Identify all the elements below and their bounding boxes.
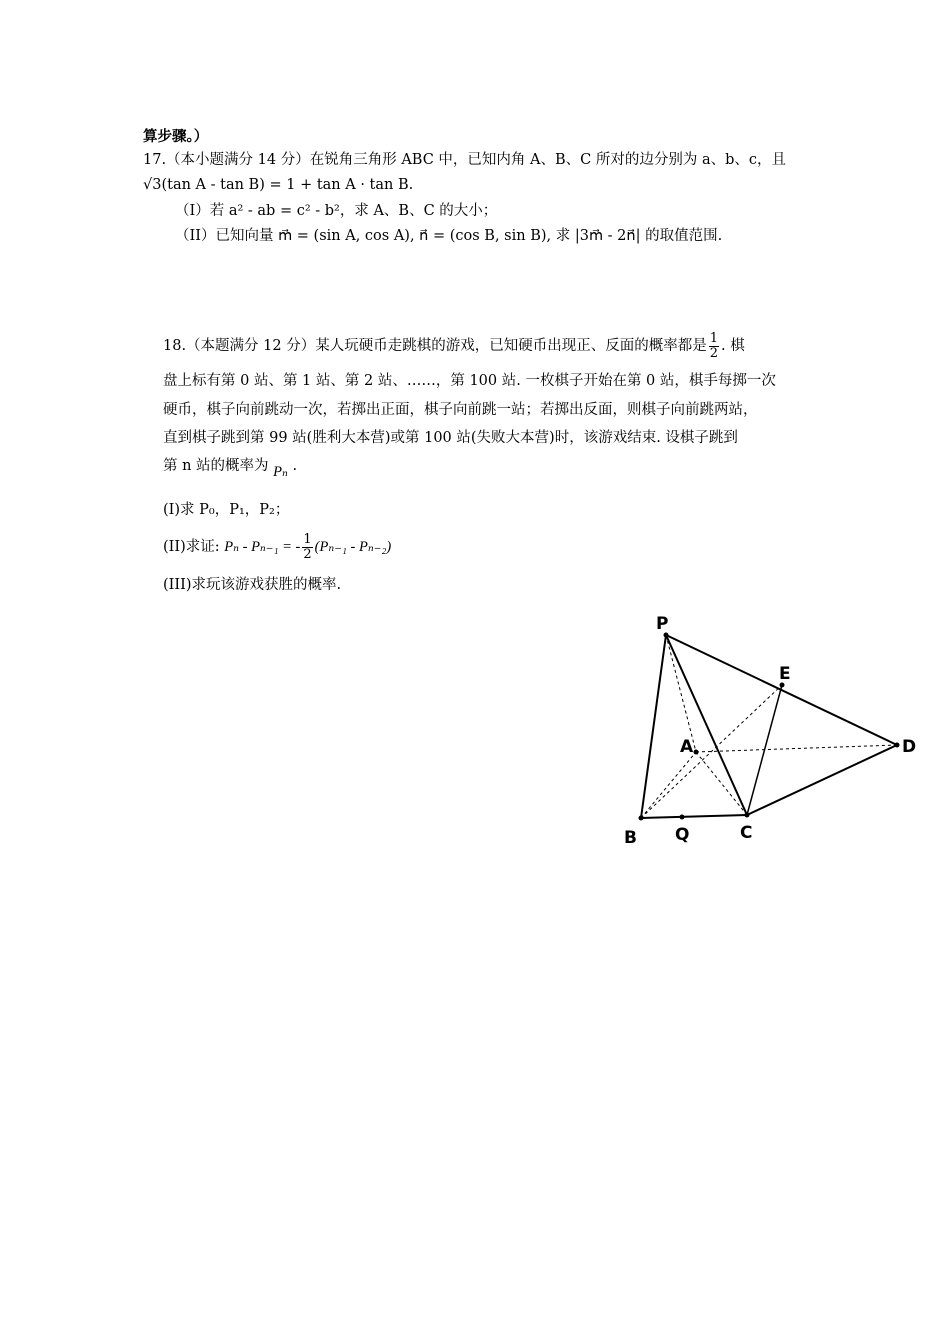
label-a: A — [680, 737, 694, 757]
q18-line5 — [163, 458, 298, 480]
q18-line1-text: 18.（本题满分 12 分）某人玩硬币走跳棋的游戏，已知硬币出现正、反面的概率都是 — [163, 338, 707, 355]
fraction-denominator: 2 — [709, 345, 719, 361]
p-n-symbol: Pₙ — [273, 464, 288, 480]
q18-line4: 直到棋子跳到第 99 站(胜利大本营)或第 100 站(失败大本营)时，该游戏结束. 设棋子跳到 — [163, 430, 738, 446]
vertex-b — [639, 816, 644, 821]
q18-part2-label: (II)求证: — [163, 539, 220, 556]
edge-pd — [666, 635, 897, 745]
fraction-one-half — [709, 332, 719, 360]
fraction-denominator-2: 2 — [303, 546, 312, 562]
q18-line5-period: . — [292, 458, 298, 474]
fraction-numerator: 1 — [709, 331, 719, 346]
label-d: D — [902, 737, 917, 757]
edge-pc — [666, 635, 747, 815]
q18-part2 — [163, 533, 391, 561]
label-e: E — [779, 664, 791, 684]
q17-line2: √3(tan A - tan B) = 1 + tan A · tan B. — [143, 177, 414, 193]
edge-bc — [641, 815, 747, 818]
vertex-a — [694, 750, 699, 755]
header-fragment: 算步骤。） — [143, 128, 209, 145]
edge-be — [641, 685, 782, 818]
fraction-one-half-2 — [302, 533, 312, 561]
fraction-numerator-2: 1 — [303, 532, 312, 547]
label-b: B — [624, 828, 637, 848]
label-q: Q — [675, 825, 690, 845]
edge-ac — [696, 752, 747, 815]
q18-line1-tail: . 棋 — [721, 338, 745, 355]
q18-part1: (I)求 P₀，P₁，P₂； — [163, 502, 290, 518]
q18-line2: 盘上标有第 0 站、第 1 站、第 2 站、……，第 100 站. 一枚棋子开始在第 0 站，棋手每掷一次 — [163, 373, 776, 389]
q17-line1: 17.（本小题满分 14 分）在锐角三角形 ABC 中，已知内角 A、B、C 所对的边分别为 a、b、c，且 — [143, 152, 787, 168]
edge-cd — [747, 745, 897, 815]
q18-part3: (III)求玩该游戏获胜的概率. — [163, 577, 342, 593]
q18-line1 — [163, 332, 745, 360]
vertex-c — [745, 813, 750, 818]
vertex-q — [680, 815, 685, 820]
q18-line5-text: 第 n 站的概率为 — [163, 458, 269, 474]
label-c: C — [740, 823, 753, 843]
q17-part1: （I）若 a² - ab = c² - b²，求 A、B、C 的大小； — [175, 203, 498, 219]
edge-ad — [696, 745, 897, 752]
vertex-d — [895, 743, 900, 748]
label-p: P — [656, 614, 669, 634]
q18-part2-rhs: (Pₙ₋₁ - Pₙ₋₂) — [314, 539, 392, 556]
pyramid-figure — [605, 605, 925, 855]
q18-part2-lhs: Pₙ - Pₙ₋₁ = - — [224, 539, 301, 556]
edge-pb — [641, 635, 666, 818]
q18-line3: 硬币，棋子向前跳动一次，若掷出正面，棋子向前跳一站；若掷出反面，则棋子向前跳两站， — [163, 402, 758, 418]
q17-part2: （II）已知向量 m⃗ = (sin A, cos A), n⃗ = (cos B, sin B), 求 |3m⃗ - 2n⃗| 的取值范围. — [175, 228, 723, 244]
